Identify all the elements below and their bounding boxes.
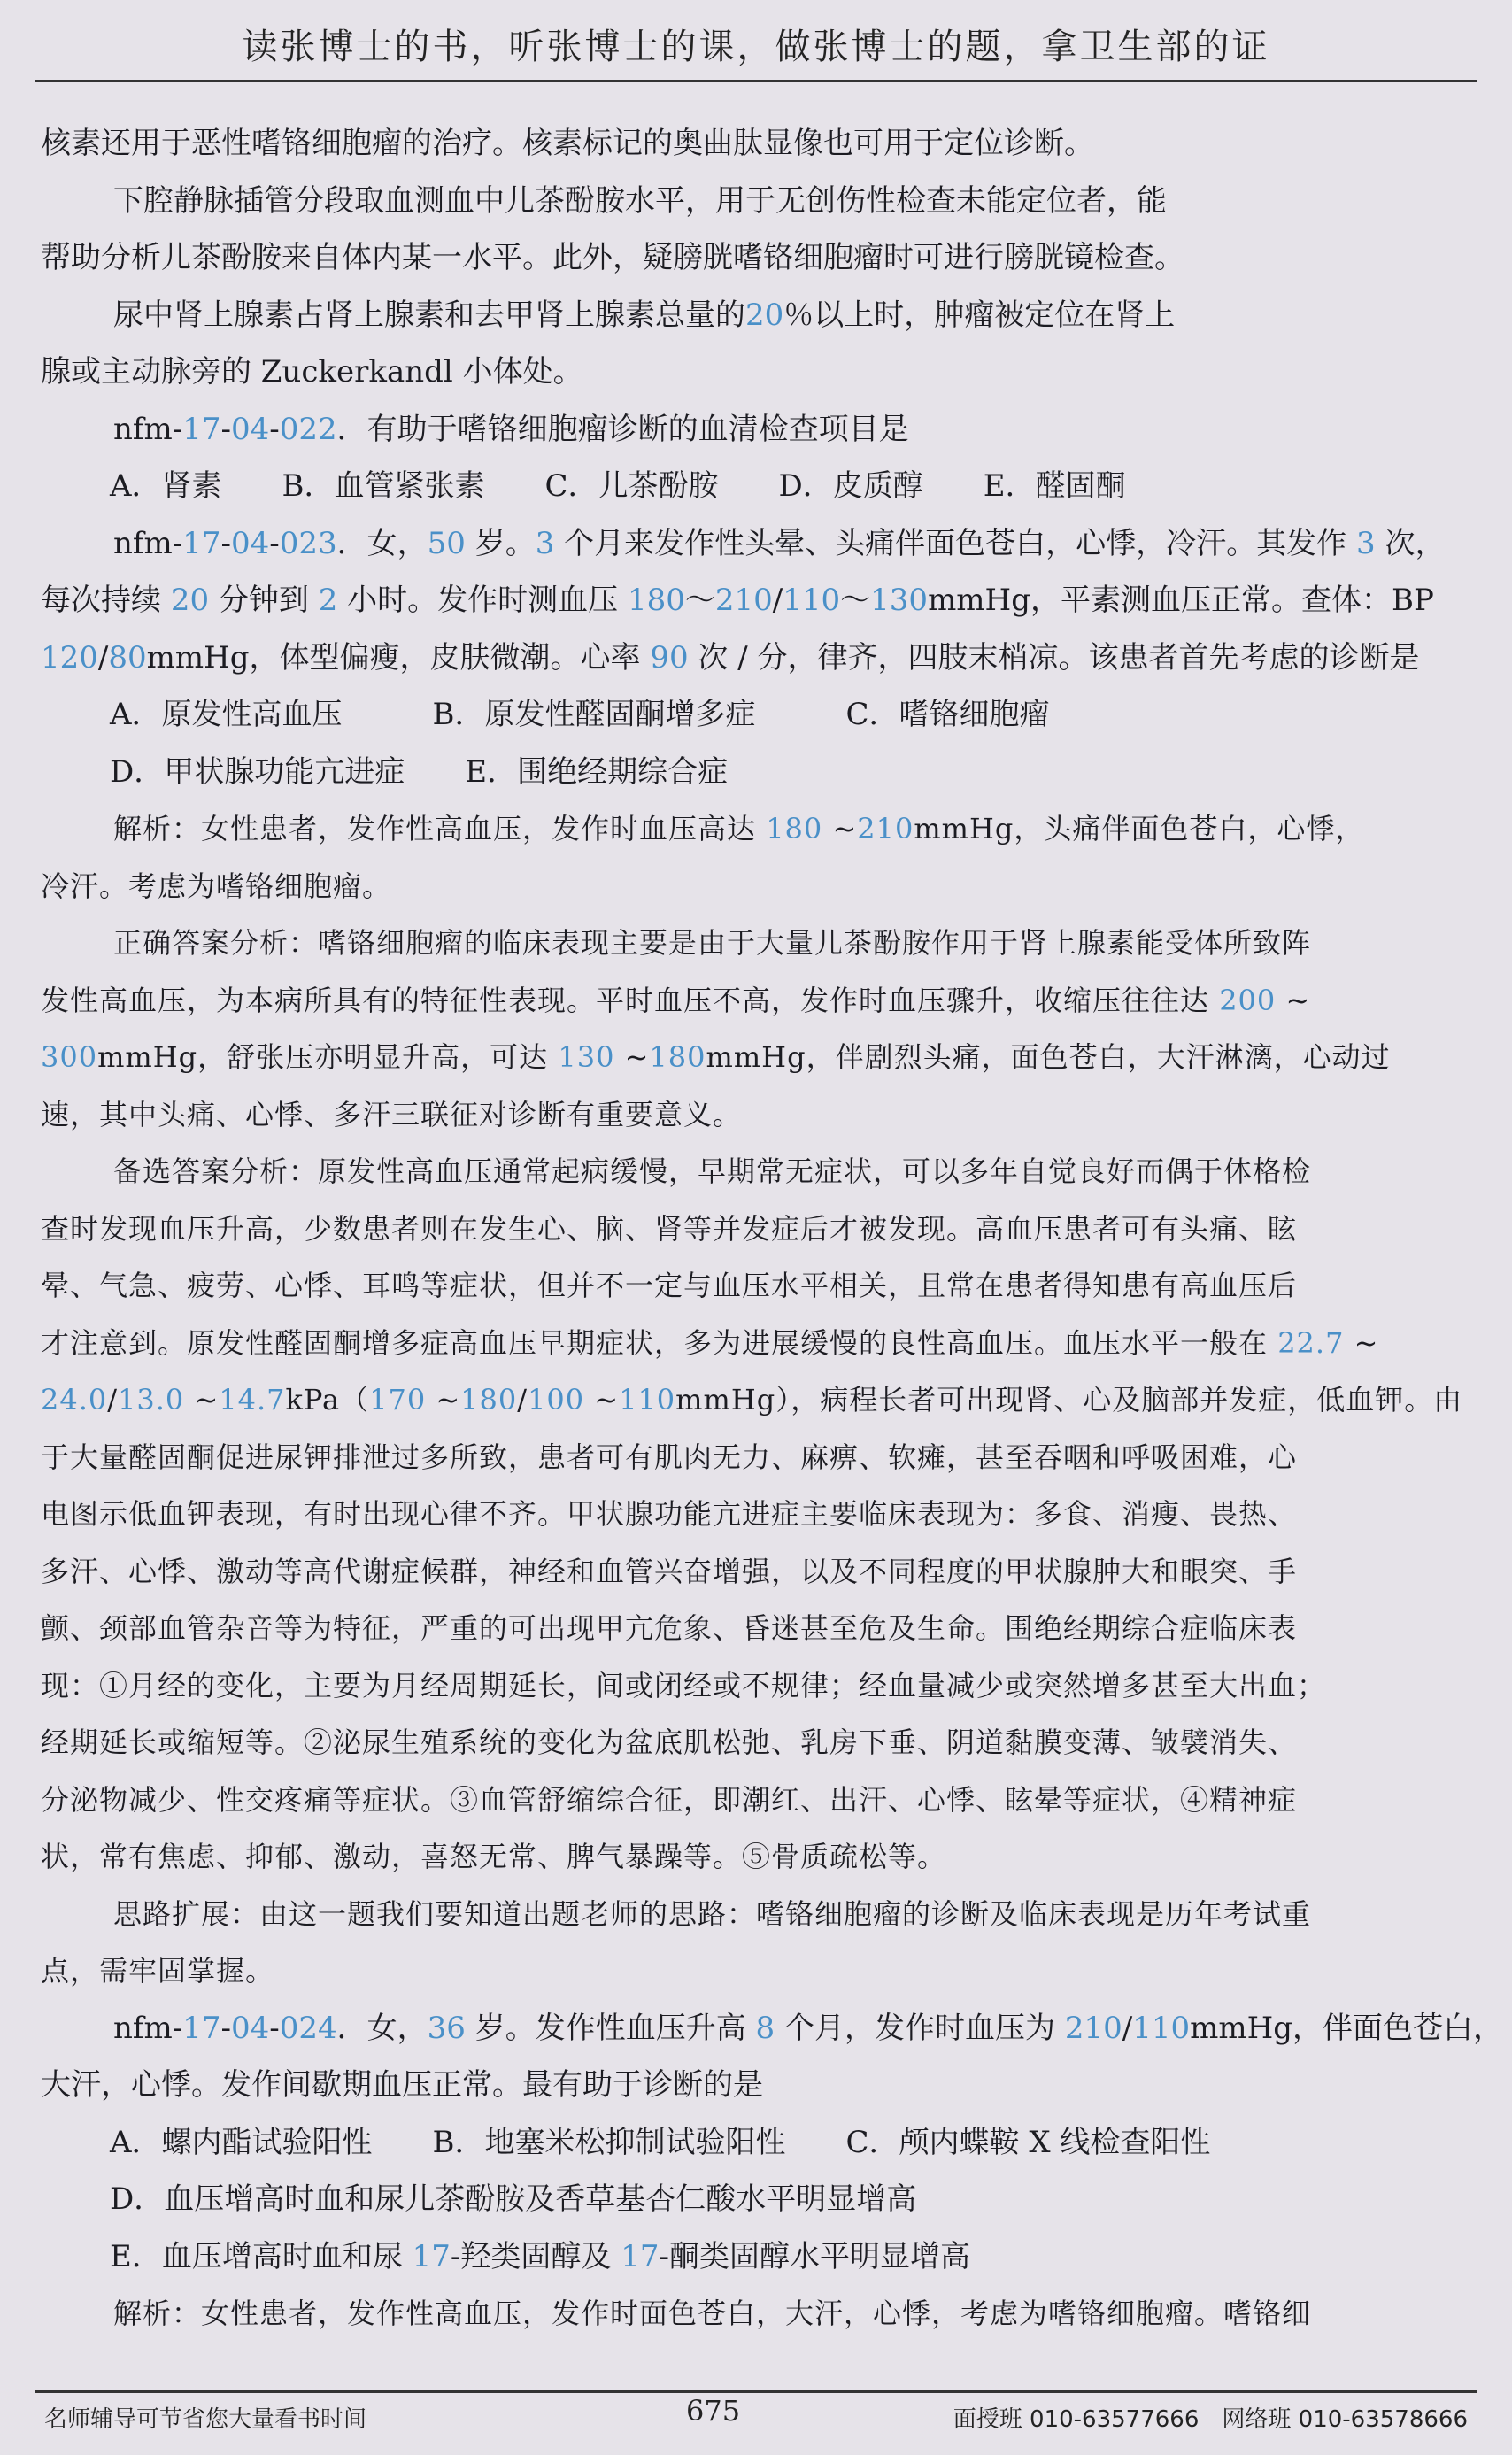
text-line: 每次持续 20 分钟到 2 小时。发作时测血压 180～210/110～130mmHg，平素测血压正常。查体：BP [41, 583, 1434, 618]
page-number: 675 [686, 2394, 741, 2428]
text-line: 大汗，心悸。发作间歇期血压正常。最有助于诊断的是 [41, 2067, 763, 2103]
text-line: D．血压增高时血和尿儿茶酚胺及香草基杏仁酸水平明显增高 [110, 2181, 917, 2217]
text-line: 备选答案分析：原发性高血压通常起病缓慢，早期常无症状，可以多年自觉良好而偶于体格检 [113, 1154, 1312, 1188]
text-line: 发性高血压，为本病所具有的特征性表现。平时血压不高，发作时血压骤升，收缩压往往达 200 ~ [41, 983, 1311, 1017]
text-line: D．甲状腺功能亢进症 E．围绝经期综合症 [110, 753, 729, 790]
text-line: 核素还用于恶性嗜铬细胞瘤的治疗。核素标记的奥曲肽显像也可用于定位诊断。 [41, 126, 1094, 161]
page-body [41, 115, 1503, 2343]
footer-divider [35, 2390, 1477, 2393]
header-divider [35, 80, 1477, 82]
page-footer [35, 2394, 1477, 2438]
text-line: 状，常有焦虑、抑郁、激动，喜怒无常、脾气暴躁等。⑤骨质疏松等。 [41, 1840, 947, 1873]
text-line: 分泌物减少、性交疼痛等症状。③血管舒缩综合征，即潮红、出汗、心悸、眩晕等症状，④精神症 [41, 1782, 1298, 1817]
text-line: 120/80mmHg，体型偏瘦，皮肤微潮。心率 90 次 / 分，律齐，四肢末梢凉。该患者首先考虑的诊断是 [41, 639, 1420, 676]
page-header: 读张博士的书，听张博士的课，做张博士的题，拿卫生部的证 [242, 27, 1270, 67]
text-line: 帮助分析儿茶酚胺来自体内某一水平。此外，疑膀胱嗜铬细胞瘤时可进行膀胱镜检查。 [41, 240, 1184, 275]
text-line: 300mmHg，舒张压亦明显升高，可达 130 ~180mmHg，伴剧烈头痛，面色苍白，大汗淋漓，心动过 [41, 1040, 1391, 1074]
text-line: 晕、气急、疲劳、心悸、耳鸣等症状，但并不一定与血压水平相关，且常在患者得知患有高血压后 [41, 1269, 1298, 1302]
text-line: 正确答案分析：嗜铬细胞瘤的临床表现主要是由于大量儿茶酚胺作用于肾上腺素能受体所致阵 [113, 926, 1312, 960]
text-line: 速，其中头痛、心悸、多汗三联征对诊断有重要意义。 [41, 1097, 743, 1131]
text-line: A．肾素 B．血管紧张素 C．儿茶酚胺 D．皮质醇 E．醛固酮 [110, 468, 1126, 504]
footer-slogan: 名师辅导可节省您大量看书时间 [44, 2406, 367, 2433]
text-line: 思路扩展：由这一题我们要知道出题老师的思路：嗜铬细胞瘤的诊断及临床表现是历年考试重 [113, 1896, 1312, 1931]
text-line: nfm-17-04-022．有助于嗜铬细胞瘤诊断的血清检查项目是 [113, 411, 909, 447]
text-line: 腺或主动脉旁的 Zuckerkandl 小体处。 [41, 354, 583, 390]
text-line: 查时发现血压升高，少数患者则在发生心、脑、肾等并发症后才被发现。高血压患者可有头痛、眩 [41, 1211, 1298, 1246]
text-line: 颤、颈部血管杂音等为特征，严重的可出现甲亢危象、昏迷甚至危及生命。围绝经期综合症临床表 [41, 1611, 1298, 1645]
text-line: 尿中肾上腺素占肾上腺素和去甲肾上腺素总量的20％以上时，肿瘤被定位在肾上 [113, 297, 1176, 333]
text-line: 24.0/13.0 ~14.7kPa（170 ~180/100 ~110mmHg），病程长者可出现肾、心及脑部并发症，低血钾。由 [41, 1383, 1463, 1417]
text-line: 经期延长或缩短等。②泌尿生殖系统的变化为盆底肌松弛、乳房下垂、阴道黏膜变薄、皱襞消失、 [41, 1725, 1298, 1759]
text-line: nfm-17-04-023．女，50 岁。3 个月来发作性头晕、头痛伴面色苍白，心悸，冷汗。其发作 3 次， [113, 525, 1446, 561]
text-line: 解析：女性患者，发作性高血压，发作时面色苍白，大汗，心悸，考虑为嗜铬细胞瘤。嗜铬细 [113, 2297, 1312, 2330]
text-line: 冷汗。考虑为嗜铬细胞瘤。 [41, 869, 392, 903]
text-line: 点，需牢固掌握。 [41, 1954, 275, 1988]
text-line: A．原发性高血压 B．原发性醛固酮增多症 C．嗜铬细胞瘤 [110, 697, 1050, 732]
text-line: A．螺内酯试验阳性 B．地塞米松抑制试验阳性 C．颅内蝶鞍 X 线检查阳性 [110, 2124, 1211, 2160]
text-line: 现：①月经的变化，主要为月经周期延长，间或闭经或不规律；经血量减少或突然增多甚至大出血； [41, 1668, 1327, 1702]
text-line: 才注意到。原发性醛固酮增多症高血压早期症状，多为进展缓慢的良性高血压。血压水平一般在 22.7 ~ [41, 1325, 1379, 1360]
text-line: E．血压增高时血和尿 17-羟类固醇及 17-酮类固醇水平明显增高 [110, 2238, 970, 2274]
footer-contact: 面授班 010-63577666 网络班 010-63578666 [953, 2406, 1468, 2433]
text-line: 于大量醛固酮促进尿钾排泄过多所致，患者可有肌肉无力、麻痹、软瘫，甚至吞咽和呼吸困难，心 [41, 1440, 1298, 1474]
text-line: 解析：女性患者，发作性高血压，发作时血压高达 180 ~210mmHg，头痛伴面色苍白，心悸， [113, 812, 1365, 845]
text-line: 下腔静脉插管分段取血测血中儿茶酚胺水平，用于无创伤性检查未能定位者，能 [113, 182, 1167, 219]
text-line: 多汗、心悸、激动等高代谢症候群，神经和血管兴奋增强，以及不同程度的甲状腺肿大和眼突、手 [41, 1554, 1298, 1588]
text-line: nfm-17-04-024．女，36 岁。发作性血压升高 8 个月，发作时血压为 210/110mmHg，伴面色苍白， [113, 2010, 1503, 2046]
text-line: 电图示低血钾表现，有时出现心律不齐。甲状腺功能亢进症主要临床表现为：多食、消瘦、畏热、 [41, 1497, 1298, 1531]
